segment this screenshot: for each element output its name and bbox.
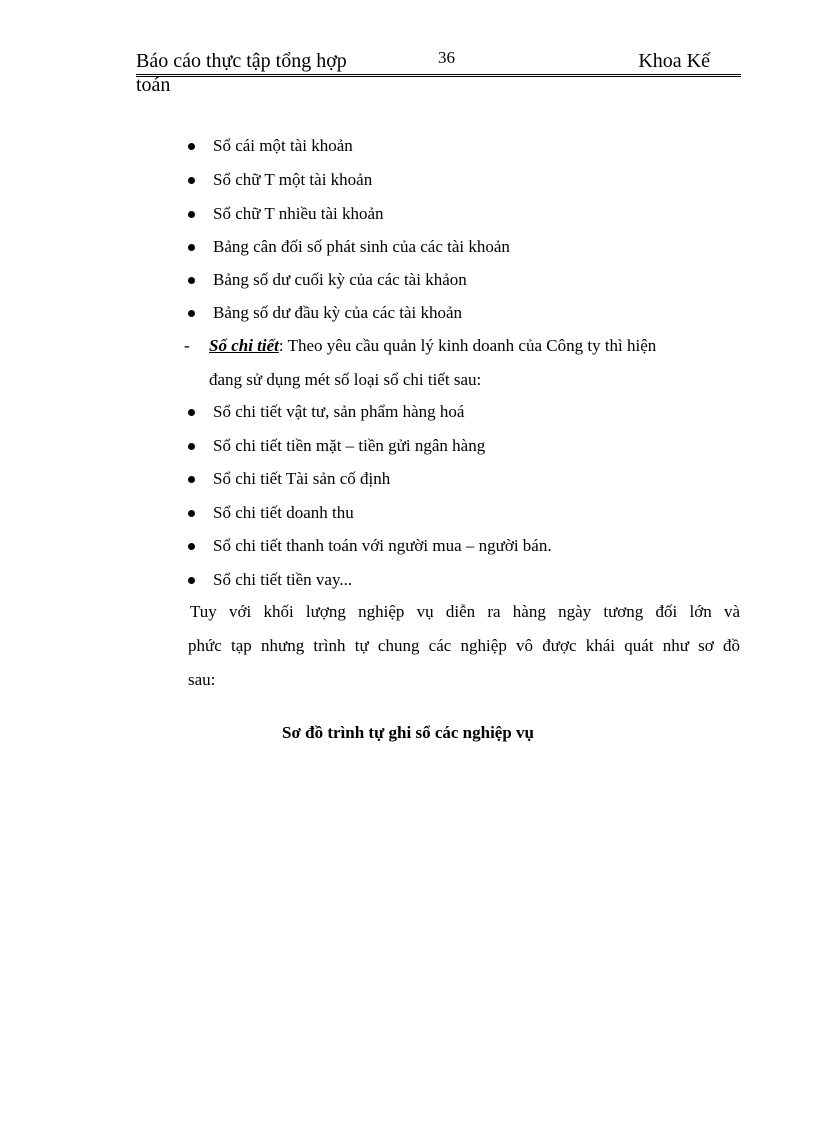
- bullet-icon: [188, 177, 195, 184]
- bullet-icon: [188, 143, 195, 150]
- dash-marker: -: [184, 336, 190, 355]
- bullet-icon: [188, 310, 195, 317]
- page-header: [136, 48, 741, 77]
- header-department: Khoa Kế: [638, 50, 710, 72]
- paragraph-line: sau:: [188, 670, 216, 689]
- paragraph-line: Tuy với khối lượng nghiệp vụ diễn ra hàng ngày tương đối lớn và: [190, 602, 740, 621]
- bullet-icon: [188, 409, 195, 416]
- bullet-icon: [188, 443, 195, 450]
- bullet-icon: [188, 277, 195, 284]
- bullet-icon: [188, 543, 195, 550]
- page-number: 36: [438, 48, 455, 67]
- header-department-continuation: toán: [136, 74, 171, 96]
- paragraph-line: phức tạp nhưng trình tự chung các nghiệp vô được khái quát như sơ đồ: [188, 636, 740, 655]
- diagram-title: Sơ đồ trình tự ghi sổ các nghiệp vụ: [282, 723, 534, 742]
- bullet-icon: [188, 476, 195, 483]
- detail-intro-text: : Theo yêu cầu quản lý kinh doanh của Công ty thì hiện: [278, 336, 657, 355]
- bullet-icon: [188, 211, 195, 218]
- header-report-title: Báo cáo thực tập tổng hợp: [136, 50, 347, 72]
- detail-heading: Sổ chi tiết: [209, 336, 279, 355]
- bullet-icon: [188, 577, 195, 584]
- detail-intro-continuation: đang sử dụng mét số loại sổ chi tiết sau:: [209, 370, 482, 389]
- bullet-icon: [188, 510, 195, 517]
- bullet-icon: [188, 244, 195, 251]
- detail-intro-line: [209, 336, 737, 356]
